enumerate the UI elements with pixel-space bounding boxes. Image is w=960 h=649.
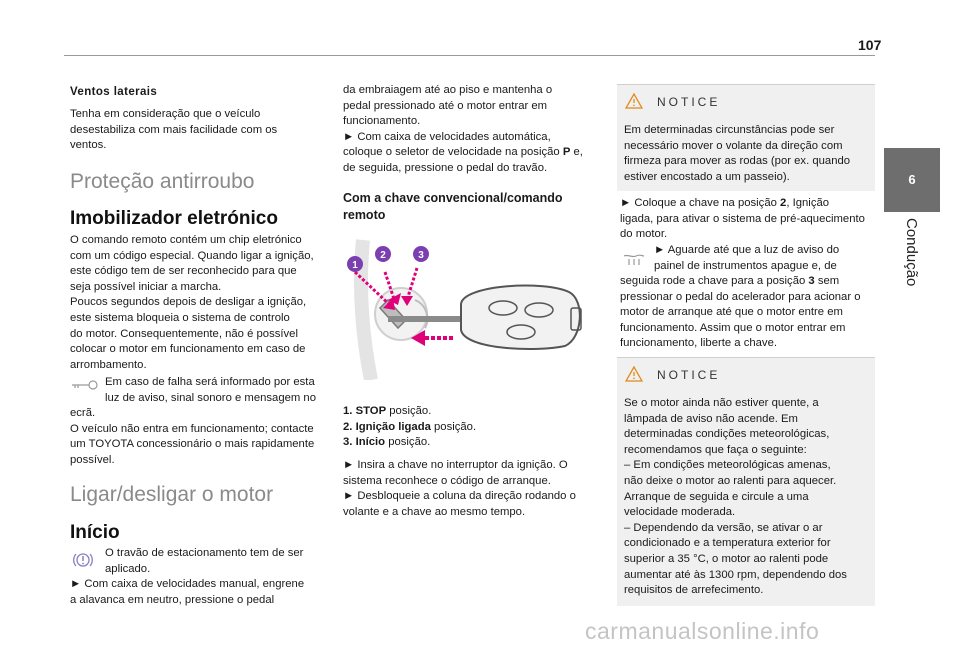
after-falha-text	[70, 406, 335, 468]
text-line: Arranque de seguida e circule a uma	[624, 490, 809, 503]
aguarde-text	[654, 243, 884, 274]
glow-plug-icon	[622, 253, 646, 267]
position-name: Ignição ligada	[355, 420, 431, 433]
text-line: remoto	[343, 208, 386, 222]
text-line: Poucos segundos depois de desligar a ignição,	[70, 296, 307, 309]
text-line: ecrã.	[70, 407, 96, 419]
figure-label-2: 2	[380, 250, 386, 261]
text-line: não deixe o motor ao ralenti para aquecer.	[624, 474, 837, 487]
text-line: velocidade moderada.	[624, 506, 736, 519]
text-line: arrombamento.	[70, 358, 147, 371]
text-line: necessário mover o volante da direção com	[624, 139, 843, 152]
position-name: Início	[355, 436, 386, 449]
text-line: Tenha em consideração que o veículo	[70, 108, 261, 120]
text-line: recomendamos que faça o seguinte:	[624, 443, 807, 456]
position-item	[343, 435, 603, 451]
key-ignition-figure	[343, 230, 595, 380]
position-rest: posição.	[386, 405, 432, 417]
bold-span: 2	[780, 197, 787, 209]
notice-text	[624, 123, 872, 185]
inicio-title: Início	[70, 522, 120, 543]
notice-title: NOTICE	[657, 95, 721, 109]
text-span: sem	[814, 275, 840, 287]
dashboard-edge	[361, 240, 371, 380]
text-line: Se o motor ainda não estiver quente, a	[624, 397, 819, 409]
header-rule	[64, 55, 875, 56]
text-line: da embraiagem até ao piso e mantenha o	[343, 84, 553, 96]
text-line: desestabiliza com mais facilidade com os	[70, 123, 278, 136]
position-number: 3.	[343, 436, 353, 449]
text-line: ventos.	[70, 139, 107, 152]
text-line: colocar o motor em funcionamento em caso de	[70, 343, 306, 356]
page-number: 107	[858, 37, 882, 53]
text-line: lâmpada de aviso não acende. Em	[624, 412, 798, 425]
position-number: 2.	[343, 420, 353, 433]
text-line: O travão de estacionamento tem de ser	[105, 547, 304, 559]
text-line: ► Aguarde até que a luz de aviso do	[654, 244, 840, 256]
text-line	[620, 196, 882, 212]
text-line: a alavanca em neutro, pressione o pedal	[70, 593, 275, 606]
position-rest: posição.	[385, 436, 431, 449]
warning-triangle-icon	[625, 93, 643, 109]
text-line: O veículo não entra em funcionamento; contacte	[70, 422, 314, 435]
text-line: Com a chave convencional/comando	[343, 191, 563, 205]
text-line: firmeza para mover as rodas (por ex. quando	[624, 155, 851, 168]
position-name: STOP	[355, 405, 387, 417]
text-line: condicionado e a temperatura exterior for	[624, 537, 831, 550]
position-item	[343, 420, 603, 436]
text-line: Em determinadas circunstâncias pode ser	[624, 124, 835, 136]
text-line: ► Com caixa de velocidades manual, engrene	[70, 578, 305, 590]
text-span: ► Coloque a chave na posição	[620, 197, 781, 209]
text-line: funcionamento, liberte a chave.	[620, 337, 777, 350]
text-span: e,	[570, 146, 583, 159]
watermark: carmanualsonline.info	[585, 618, 820, 644]
text-line: Em caso de falha será informado por esta	[105, 376, 315, 388]
insira-text	[343, 458, 608, 520]
text-line: pedal pressionado até o motor entrar em	[343, 99, 548, 112]
text-line: superior a 35 °C, o motor ao ralenti pode	[624, 552, 829, 565]
text-line: estiver encostado a um passeio).	[624, 170, 790, 183]
text-line: requisitos de arrefecimento.	[624, 584, 764, 597]
text-line: seja possível iniciar a marcha.	[70, 280, 222, 293]
ventos-title: Ventos laterais	[70, 86, 158, 98]
notice-title: NOTICE	[657, 368, 721, 382]
text-line: ► Insira a chave no interruptor da ignição. O	[343, 459, 568, 471]
travao-text	[105, 546, 335, 577]
text-line: painel de instrumentos apague e, de	[654, 259, 837, 272]
chapter-tab[interactable]: 6	[884, 148, 940, 212]
cont-text	[343, 83, 608, 177]
notice-box-2	[617, 357, 875, 606]
text-line: do motor.	[620, 228, 668, 241]
text-line: volante e a chave ao mesmo tempo.	[343, 505, 526, 518]
position-number: 1.	[343, 405, 353, 417]
text-line	[620, 274, 882, 290]
positions-list	[343, 404, 603, 451]
text-line: pressionar o pedal do acelerador para acionar o	[620, 290, 861, 303]
text-line: um TOYOTA concessionário o mais rapidamente	[70, 438, 315, 451]
notice-box-1	[617, 84, 875, 191]
immob-title: Imobilizador eletrónico	[70, 208, 278, 229]
figure-label-1: 1	[352, 260, 358, 271]
text-line: determinadas condições meteorológicas,	[624, 428, 830, 441]
text-line: O comando remoto contém um chip eletrónico	[70, 234, 302, 246]
text-line: com um código especial. Quando ligar a ignição,	[70, 249, 314, 262]
text-span: seguida rode a chave para a posição	[620, 275, 809, 287]
text-line: motor de arranque até que o motor entre em	[620, 306, 843, 319]
bold-span: 3	[808, 275, 815, 287]
bold-span: P	[562, 146, 571, 159]
ventos-text	[70, 107, 310, 154]
position-item	[343, 404, 603, 420]
text-span: coloque o seletor de velocidade na posição	[343, 146, 563, 159]
text-line: ► Com caixa de velocidades automática,	[343, 130, 551, 143]
manual-text	[70, 577, 335, 608]
text-line: possível.	[70, 453, 115, 466]
warning-triangle-icon	[625, 366, 643, 382]
key-warning-icon	[70, 378, 98, 392]
text-line: do motor. Consequentemente, não é possível	[70, 327, 298, 340]
chave-title	[343, 190, 603, 224]
section-protecao: Proteção antirroubo	[70, 170, 255, 193]
text-line: funcionamento. Assim que o motor entrar em	[620, 321, 846, 334]
text-line: – Dependendo da versão, se ativar o ar	[624, 521, 823, 534]
seguida-text	[620, 274, 882, 352]
text-line: – Em condições meteorológicas amenas,	[624, 459, 831, 472]
figure-label-3: 3	[418, 250, 424, 261]
text-line: luz de aviso, sinal sonoro e mensagem no	[105, 391, 316, 404]
text-line: ligada, para ativar o sistema de pré-aquecimento	[620, 212, 865, 225]
chapter-title: Condução	[903, 218, 920, 287]
text-line: aumentar até às 1300 rpm, dependendo dos	[624, 568, 847, 581]
text-line: de seguida, pressione o pedal do travão.	[343, 161, 548, 174]
text-line: aplicado.	[105, 562, 151, 575]
position-rest: posição.	[430, 420, 477, 433]
text-span: , Ignição	[786, 197, 830, 209]
falha-text	[105, 375, 335, 406]
section-ligar: Ligar/desligar o motor	[70, 483, 274, 506]
notice-text	[624, 396, 872, 599]
text-line	[343, 145, 608, 161]
text-line: funcionamento.	[343, 115, 421, 128]
text-line: sistema reconhece o código de arranque.	[343, 474, 551, 487]
immob-text	[70, 233, 330, 373]
coloque-text	[620, 196, 882, 243]
text-line: ► Desbloqueie a coluna da direção rodando o	[343, 490, 576, 503]
parking-brake-icon	[72, 551, 94, 569]
text-line: este sistema bloqueia o sistema de controlo	[70, 311, 290, 324]
text-line: este código tem de ser reconhecido para que	[70, 265, 297, 278]
